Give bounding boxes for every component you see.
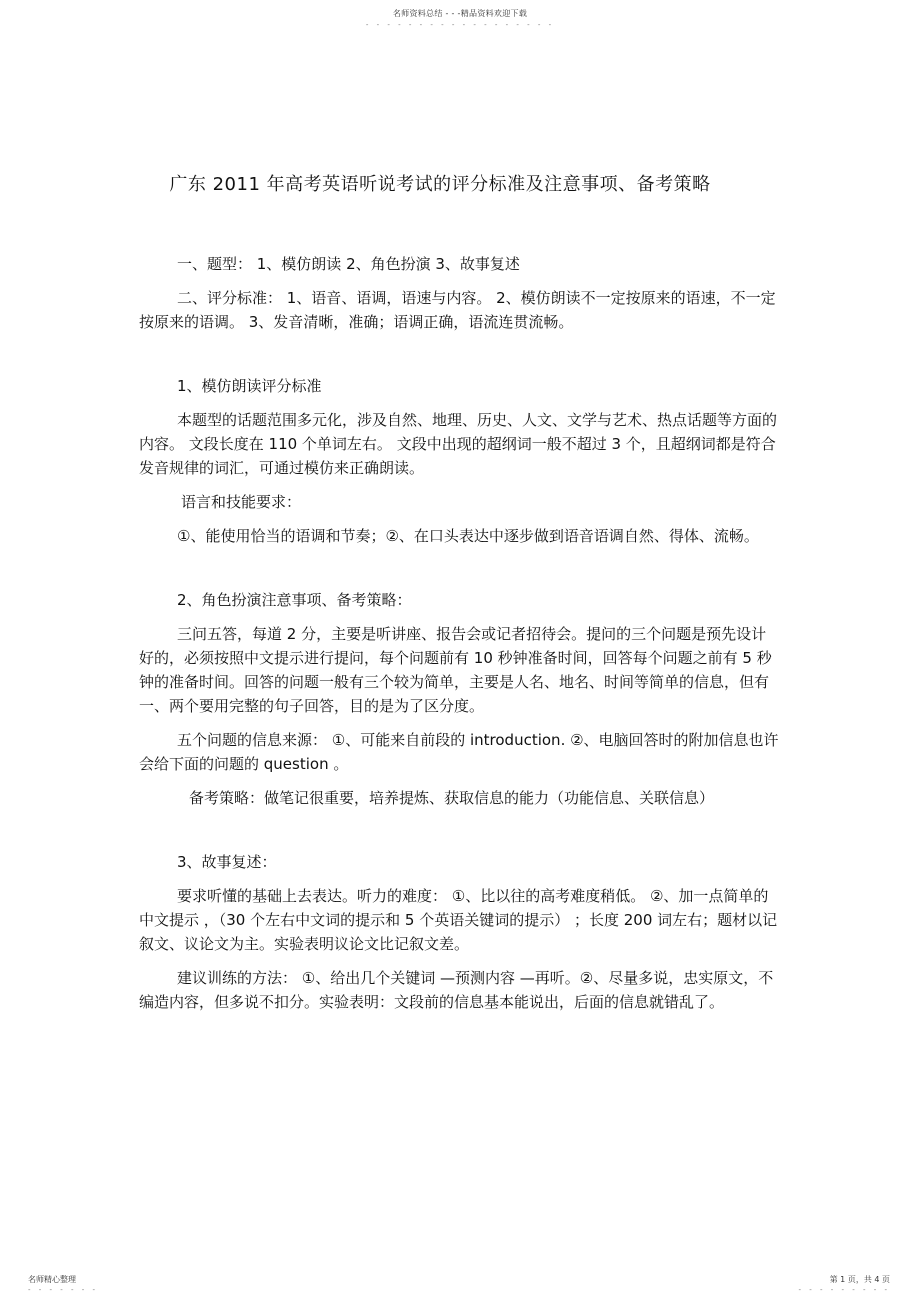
- paragraph-training-methods: 建议训练的方法： ①、给出几个关键词 —预测内容 —再听。②、尽量多说，忠实原文，不编造内容，但多说不扣分。实验表明：文段前的信息基本能说出，后面的信息就错乱了。: [139, 969, 774, 1011]
- paragraph-role-play: 三问五答，每道 2 分，主要是听讲座、报告会或记者招待会。提问的三个问题是预先设计好的，必须按照中文提示进行提问，每个问题前有 10 秒钟准备时间，回答每个问题之前有 5 秒钟的准备时间。回答的问题一般有三个较为简单，主要是人名、地名、时间等简单的信息，但有一、两个要用完整的句子回答，目的是为了区分度。: [139, 625, 772, 715]
- heading-role-play: 2、角色扮演注意事项、备考策略：: [177, 591, 412, 609]
- heading-story-retelling: 3、故事复述：: [177, 853, 277, 871]
- page-number: 第 1 页，共 4 页: [829, 1275, 890, 1284]
- footer-left-text: 名师精心整理: [28, 1275, 76, 1284]
- footer-left-dots: - - - - - - -: [28, 1286, 99, 1294]
- footer-right-dots: - - - - - - - - -: [798, 1286, 890, 1294]
- section-question-types: 一、题型： 1、模仿朗读 2、角色扮演 3、故事复述: [177, 255, 520, 273]
- header-text: 名师资料总结 - - -精品资料欢迎下载: [392, 9, 528, 18]
- document-body: [139, 252, 779, 1014]
- footer-right: [798, 1274, 890, 1294]
- heading-imitation-reading: 1、模仿朗读评分标准: [177, 377, 322, 395]
- header-dots: - - - - - - - - - - - - - - - - - -: [365, 21, 555, 29]
- document-title: 广东 2011 年高考英语听说考试的评分标准及注意事项、备考策略: [169, 174, 711, 195]
- page-header: [0, 8, 920, 29]
- paragraph-language-skills: ①、能使用恰当的语调和节奏；②、在口头表达中逐步做到语音语调自然、得体、流畅。: [177, 527, 759, 545]
- heading-language-skills: 语言和技能要求：: [181, 493, 302, 511]
- section-scoring-criteria: 二、评分标准： 1、语音、语调，语速与内容。 2、模仿朗读不一定按原来的语速，不一定按原来的语调。 3、发音清晰，准确；语调正确，语流连贯流畅。: [139, 289, 776, 331]
- paragraph-info-sources: 五个问题的信息来源： ①、可能来自前段的 introduction. ②、电脑回答时的附加信息也许会给下面的问题的 question 。: [139, 731, 779, 773]
- footer-left: [28, 1274, 98, 1294]
- paragraph-imitation-reading: 本题型的话题范围多元化，涉及自然、地理、历史、人文、文学与艺术、热点话题等方面的内容。 文段长度在 110 个单词左右。 文段中出现的超纲词一般不超过 3 个，且超纲词都是符合发音规律的词汇，可通过模仿来正确朗读。: [139, 411, 778, 477]
- paragraph-story-retelling: 要求听懂的基础上去表达。听力的难度： ①、比以往的高考难度稍低。 ②、加一点简单的中文提示 ，（30 个左右中文词的提示和 5 个英语关键词的提示） ；长度 200 词左右；题材以记叙文、议论文为主。实验表明议论文比记叙文差。: [139, 887, 778, 953]
- paragraph-strategy: 备考策略：做笔记很重要，培养提炼、获取信息的能力（功能信息、关联信息）: [189, 789, 715, 807]
